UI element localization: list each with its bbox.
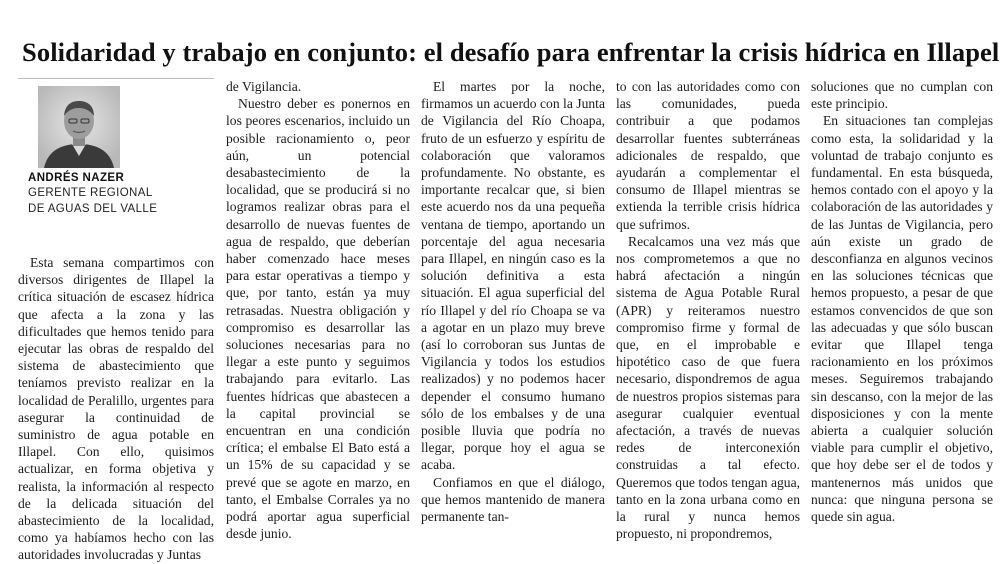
author-role: [28, 186, 157, 217]
paragraph: Confiamos en que el diálogo, que hemos mantenido de manera permanente tan-: [421, 474, 605, 525]
paragraph: En situaciones tan complejas como esta, la solidaridad y la voluntad de trabajo conjunto es fundamental. En esta búsqueda, hemos contado con el apoyo y la colaboración de las autoridades y de las Juntas de Vigilancia, pero aún existe un grado de desconfianza en algunos vecinos en las soluciones técnicas que hemos propuesto, a pesar de que estamos convencidos de que son las adecuadas y que sólo buscan evitar que Illapel tenga racionamiento en los próximos meses. Seguiremos trabajando sin descanso, con la mejor de las disposiciones y con la mente abierta a cualquier solución viable para cumplir el objetivo, que hoy debe ser el de todos y mantenernos más unidos que nunca: que ninguna persona se quede sin agua.: [811, 113, 993, 525]
article-column-5: [811, 78, 993, 531]
author-role-line-2: DE AGUAS DEL VALLE: [28, 202, 158, 215]
author-box-rule: [18, 78, 214, 79]
paragraph: El martes por la noche, firmamos un acuerdo con la Junta de Vigilancia del Río Choapa, fruto de un esfuerzo y espíritu de colaboración que valoramos profundamente. No obstante, es importante recalcar que, si bien este acuerdo nos da una pequeña ventana de tiempo, aportando un porcentaje del agua necesaria para Illapel, en ningún caso es la solución definitiva a esta situación. El agua superficial del río Illapel y del río Choapa se va a agotar en un plazo muy breve (así lo corroboran sus Juntas de Vigilancia y todos los estudios realizados) y no podemos hacer depender el consumo humano sólo de los embalses y de una posible lluvia que podría no llegar, porque hoy el agua se acaba.: [421, 79, 605, 473]
paragraph: Recalcamos una vez más que nos comprometemos a que no habrá afectación a ningún sistema de Agua Potable Rural (APR) y reiteramos nuestro compromiso firme y formal de que, en el improbable e hipotético caso de que fuera necesario, dispondremos de agua de nuestros propios sistemas para asegurar cualquier eventual afectación, a través de nuevas redes de interconexión construidas a tal efecto. Queremos que todos tengan agua, tanto en la zona urbana como en la rural y nunca hemos propuesto, ni propondremos,: [616, 233, 800, 542]
author-name: ANDRÉS NAZER: [28, 172, 125, 184]
article-column-4: [616, 78, 800, 542]
author-photo: [38, 86, 120, 168]
paragraph: soluciones que no cumplan con este principio.: [811, 79, 993, 112]
paragraph: Esta semana compartimos con diversos dirigentes de Illapel la crítica situación de escasez hídrica que afecta a la zona y las dificultades que hemos tenido para ejecutar las obras de respaldo del sistema de abastecimiento que teníamos previsto realizar en la localidad de Peralillo, urgentes para asegurar la continuidad de suministro de agua potable en Illapel. Con ello, quisimos actualizar, en forma objetiva y realista, la información al respecto de la delicada situación del abastecimiento de la localidad, como ya habíamos hecho con las autoridades involucradas y Juntas: [18, 255, 214, 563]
author-box: [18, 78, 214, 228]
article-headline: Solidaridad y trabajo en conjunto: el desafío para enfrentar la crisis hídrica en Illapel: [22, 36, 1000, 67]
author-role-line-1: GERENTE REGIONAL: [28, 187, 153, 199]
article-column-1: [18, 78, 214, 563]
article-column-2: [226, 78, 410, 542]
paragraph: to con las autoridades como con las comunidades, pueda contribuir a que podamos desarrollar fuentes subterráneas adicionales de respaldo, que ayudarán a complementar el consumo de Illapel mientras se extienda la terrible crisis hídrica que sufrimos.: [616, 79, 800, 232]
paragraph: de Vigilancia.: [226, 79, 302, 94]
article-column-3: [421, 78, 605, 531]
paragraph: Nuestro deber es ponernos en los peores escenarios, incluido un posible racionamiento o, peor aún, un potencial desabastecimiento de la localidad, que se producirá si no logramos realizar obras para el desarrollo de nuevas fuentes de agua de respaldo, que deberían haber comenzado hace meses para estar operativas a tiempo y que, por tanto, están ya muy retrasadas. Nuestra obligación y compromiso es desarrollar las soluciones necesarias para no llegar a este punto y seguimos trabajando para evitarlo. Las fuentes hídricas que abastecen a la capital provincial se encuentran en una condición crítica; el embalse El Bato está a un 15% de su capacidad y se prevé que se agote en marzo, en tanto, el Embalse Corrales ya no podrá aportar agua superficial desde junio.: [226, 96, 410, 542]
